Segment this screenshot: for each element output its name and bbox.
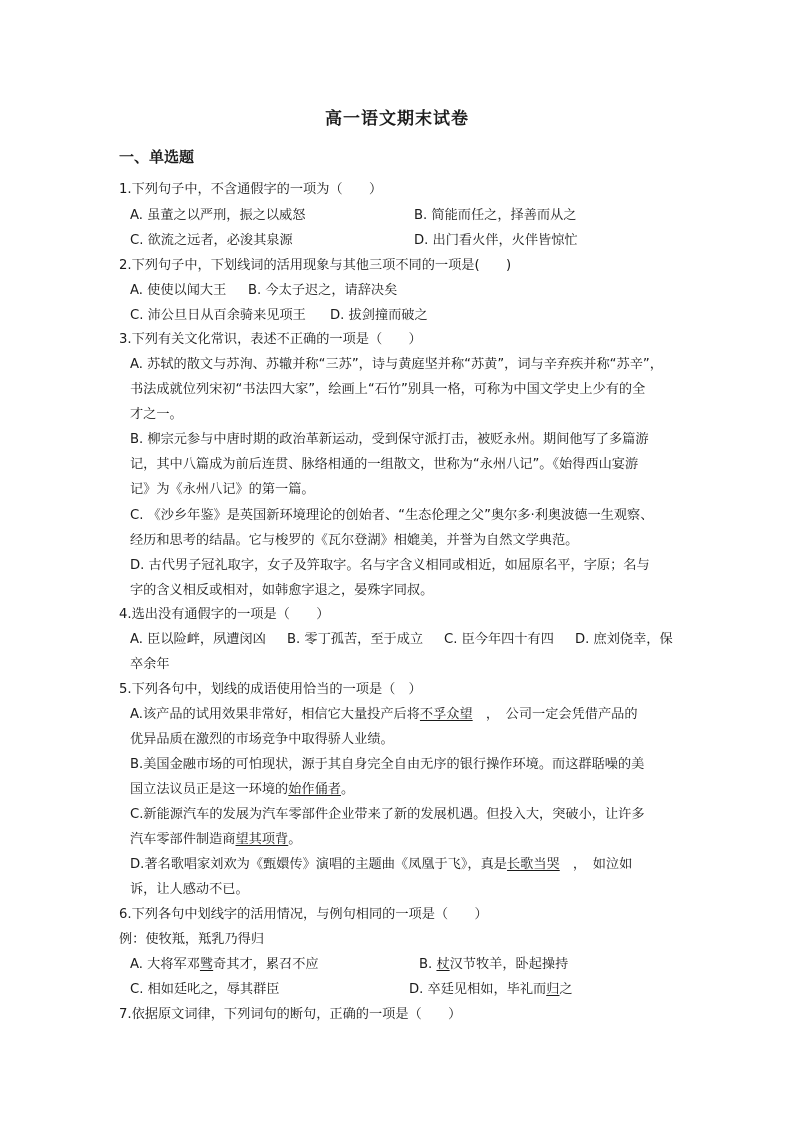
question-6-option-a-text: A. 大将军邓 xyxy=(130,957,200,972)
question-2-stem: 2.下列句子中，下划线词的活用现象与其他三项不同的一项是( ) xyxy=(119,258,512,273)
question-6-option-c: C. 相如廷叱之，辱其群臣 xyxy=(130,982,280,997)
question-5-option-d-line-1 xyxy=(130,856,632,874)
question-5-option-a-text-post: ， 公司一定会凭借产品的 xyxy=(472,707,638,722)
question-3-option-c-line-1: C. 《沙乡年鉴》是英国新环境理论的创始者、“生态伦理之父”奥尔多·利奥波德一生观察、 xyxy=(130,508,654,523)
question-2-option-a: A. 使使以闻大王 xyxy=(130,283,227,298)
question-6-option-b-text: B. xyxy=(419,957,437,972)
question-5-option-b-text: 国立法议员正是这一环境的 xyxy=(130,782,289,797)
underlined-char-b: 杖 xyxy=(436,957,450,972)
underlined-char-a: 骘 xyxy=(199,957,214,972)
question-3-option-b-line-3: 记》为《永州八记》的第一篇。 xyxy=(130,482,315,497)
question-1-option-b: B. 简能而任之，择善而从之 xyxy=(414,208,577,223)
question-3-option-d-line-2: 字的含义相反或相对，如韩愈字退之，晏殊字同叔。 xyxy=(130,583,434,598)
question-5-option-a-text: A.该产品的试用效果非常好，相信它大量投产后将 xyxy=(130,707,420,722)
question-3-option-b-line-1: B. 柳宗元参与中唐时期的政治革新运动，受到保守派打击，被贬永州。期间他写了多篇游 xyxy=(130,432,649,447)
question-4-option-c: C. 臣今年四十有四 xyxy=(444,632,554,647)
page-title: 高一语文期末试卷 xyxy=(325,109,469,129)
question-1-option-d: D. 出门看火伴，火伴皆惊忙 xyxy=(414,233,578,248)
question-5-option-d-text-post: ， 如泣如 xyxy=(559,857,633,872)
question-5-stem: 5.下列各句中，划线的成语使用恰当的一项是（ ） xyxy=(119,682,422,697)
underlined-idiom-a: 不孚众望 xyxy=(419,707,473,722)
question-6-option-d xyxy=(409,981,573,999)
question-5-option-b-line-1: B.美国金融市场的可怕现状，源于其自身完全自由无序的银行操作环境。而这群聒噪的美 xyxy=(130,757,645,772)
question-5-option-a-line-1 xyxy=(130,706,638,724)
question-4-option-d-line-1: D. 庶刘侥幸，保 xyxy=(575,632,673,647)
question-2-option-d: D. 拔剑撞而破之 xyxy=(330,308,428,323)
question-3-option-d-line-1: D. 古代男子冠礼取字，女子及笄取字。名与字含义相同或相近，如屈原名平，字原；名与 xyxy=(130,558,650,573)
question-4-stem: 4.选出没有通假字的一项是（ ） xyxy=(119,607,330,622)
question-5-option-c-text-post: 。 xyxy=(288,832,302,847)
question-6-option-a xyxy=(130,956,319,974)
question-7-stem: 7.依据原文词律，下列词句的断句，正确的一项是（ ） xyxy=(119,1007,462,1022)
question-5-option-a-line-2: 优异品质在激烈的市场竞争中取得骄人业绩。 xyxy=(130,732,394,747)
question-6-stem: 6.下列各句中划线字的活用情况，与例句相同的一项是（ ） xyxy=(119,907,488,922)
question-3-option-a-line-2: 书法成就位列宋初“书法四大家”，绘画上“石竹”别具一格，可称为中国文学史上少有的全 xyxy=(130,382,646,397)
question-6-option-d-text-post: 之 xyxy=(559,982,573,997)
question-6-option-a-text-post: 奇其才，累召不应 xyxy=(213,957,319,972)
question-3-option-a-line-3: 才之一。 xyxy=(130,407,183,422)
question-3-option-a-line-1: A. 苏轼的散文与苏洵、苏辙并称“三苏”，诗与黄庭坚并称“苏黄”，词与辛弃疾并称“苏辛”， xyxy=(130,357,663,372)
question-5-option-c-line-1: C.新能源汽车的发展为汽车零部件企业带来了新的发展机遇。但投入大，突破小，让许多 xyxy=(130,807,645,822)
underlined-idiom-b: 始作俑者 xyxy=(288,782,341,797)
question-5-option-b-line-2 xyxy=(130,781,354,799)
question-2-option-b: B. 今太子迟之，请辞决矣 xyxy=(248,283,398,298)
question-5-option-d-text: D.著名歌唱家刘欢为《甄嬛传》演唱的主题曲《凤凰于飞》，真是 xyxy=(130,857,507,872)
question-1-option-c: C. 欲流之远者，必浚其泉源 xyxy=(130,233,293,248)
question-6-option-d-text: D. 卒廷见相如，毕礼而 xyxy=(409,982,547,997)
question-3-option-c-line-2: 经历和思考的结晶。它与梭罗的《瓦尔登湖》相媲美，并誉为自然文学典范。 xyxy=(130,533,579,548)
question-1-stem: 1.下列句子中，不含通假字的一项为（ ） xyxy=(119,182,383,197)
question-5-option-c-line-2 xyxy=(130,831,301,849)
question-4-option-b: B. 零丁孤苦，至于成立 xyxy=(287,632,424,647)
underlined-char-d: 归 xyxy=(546,982,560,997)
question-4-option-a: A. 臣以险衅，夙遭闵凶 xyxy=(130,632,266,647)
question-3-option-b-line-2: 记，其中八篇成为前后连贯、脉络相通的一组散文，世称为“永州八记”。《始得西山宴游 xyxy=(130,457,639,472)
question-6-option-b xyxy=(419,956,568,974)
underlined-idiom-d: 长歌当哭 xyxy=(507,857,560,872)
question-4-option-d-line-2: 卒余年 xyxy=(130,657,170,672)
question-5-option-d-line-2: 诉，让人感动不已。 xyxy=(130,882,249,897)
question-6-option-b-text-post: 汉节牧羊，卧起操持 xyxy=(449,957,569,972)
question-1-option-a: A. 虽董之以严刑，振之以威怒 xyxy=(130,208,306,223)
question-5-option-c-text: 汽车零部件制造商 xyxy=(130,832,236,847)
question-5-option-b-text-post: 。 xyxy=(341,782,355,797)
section-heading: 一、单选题 xyxy=(119,148,195,166)
question-3-stem: 3.下列有关文化常识，表述不正确的一项是（ ） xyxy=(119,332,422,347)
underlined-idiom-c: 望其项背 xyxy=(235,832,289,847)
question-6-example: 例：使牧羝，羝乳乃得归 xyxy=(119,932,265,947)
question-2-option-c: C. 沛公旦日从百余骑来见项王 xyxy=(130,308,306,323)
